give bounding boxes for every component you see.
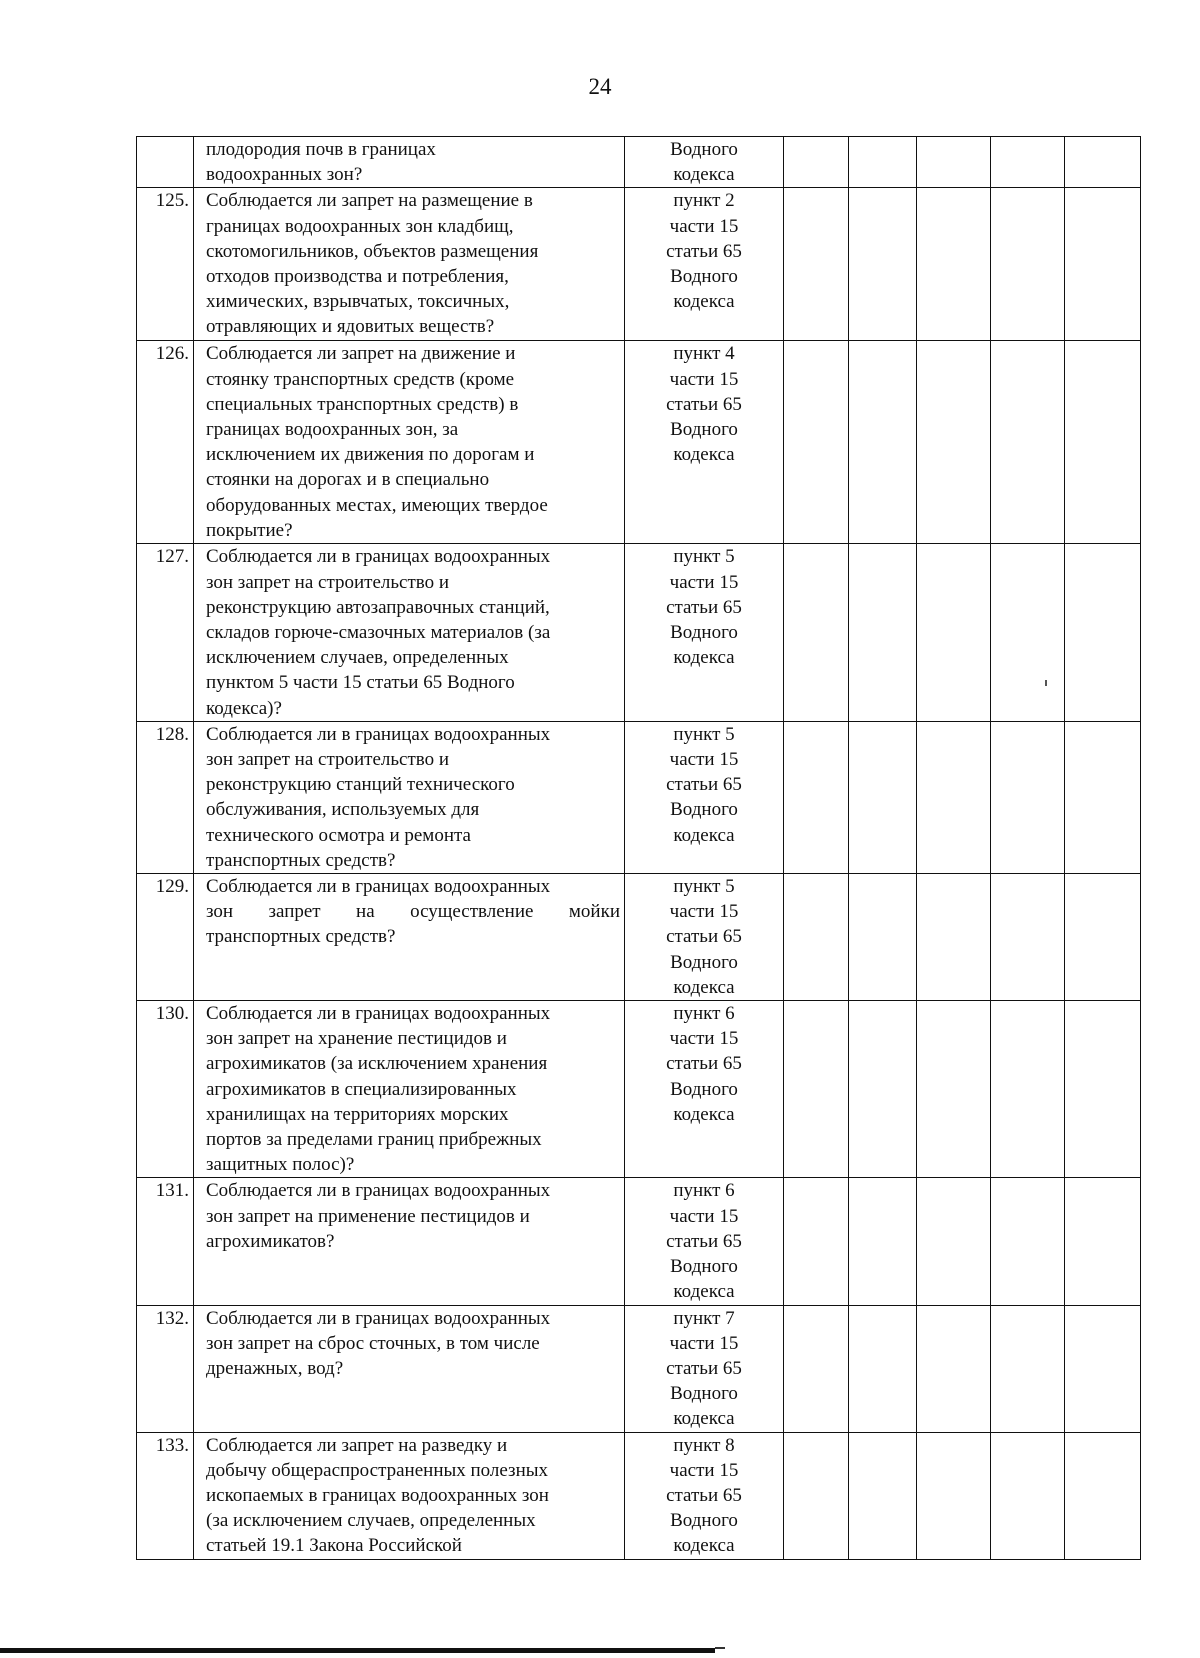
reference-cell xyxy=(625,874,784,1001)
reference-line: кодекса xyxy=(673,976,735,998)
question-line: Соблюдается ли запрет на разведку и xyxy=(206,1434,508,1456)
answer-cell xyxy=(849,1432,917,1559)
answer-cell xyxy=(1065,341,1141,544)
answer-cell xyxy=(784,874,849,1001)
answer-cell xyxy=(991,1178,1065,1305)
reference-cell xyxy=(625,721,784,873)
reference-line: Водного xyxy=(670,799,738,821)
table-row xyxy=(137,137,1141,188)
question-line: пунктом 5 части 15 статьи 65 Водного xyxy=(206,672,515,694)
table-row xyxy=(137,1305,1141,1432)
question-line: зон запрет на строительство и xyxy=(206,749,450,771)
question-line: зон запрет на хранение пестицидов и xyxy=(206,1028,507,1050)
reference-line: части 15 xyxy=(669,1205,739,1227)
reference-line: Водного xyxy=(670,266,738,288)
question-line: химических, взрывчатых, токсичных, xyxy=(206,291,510,313)
table-row xyxy=(137,1001,1141,1178)
reference-line: статьи 65 xyxy=(666,1484,742,1506)
reference-line: пункт 8 xyxy=(673,1434,735,1456)
answer-cell xyxy=(849,544,917,721)
question-line: портов за пределами границ прибрежных xyxy=(206,1129,542,1151)
question-line: транспортных средств? xyxy=(206,849,396,871)
answer-cell xyxy=(991,137,1065,188)
answer-cell xyxy=(917,721,991,873)
reference-line: части 15 xyxy=(669,901,739,923)
answer-cell xyxy=(784,188,849,341)
reference-line: пункт 5 xyxy=(673,546,735,568)
answer-cell xyxy=(1065,874,1141,1001)
reference-line: пункт 6 xyxy=(673,1180,735,1202)
question-line: Соблюдается ли в границах водоохранных xyxy=(206,546,551,568)
question-cell xyxy=(194,137,625,188)
reference-line: статьи 65 xyxy=(666,1357,742,1379)
question-cell xyxy=(194,1001,625,1178)
question-line: защитных полос)? xyxy=(206,1154,355,1176)
reference-line: кодекса xyxy=(673,647,735,669)
row-number: 129. xyxy=(137,874,194,1001)
reference-line: статьи 65 xyxy=(666,393,742,415)
answer-cell xyxy=(849,874,917,1001)
table-row xyxy=(137,544,1141,721)
answer-cell xyxy=(991,1305,1065,1432)
scan-edge-line xyxy=(0,1648,715,1653)
question-line: добычу общераспространенных полезных xyxy=(206,1459,548,1481)
reference-line: кодекса xyxy=(673,1281,735,1303)
question-cell xyxy=(194,1305,625,1432)
reference-line: пункт 5 xyxy=(673,876,735,898)
answer-cell xyxy=(991,188,1065,341)
reference-line: Водного xyxy=(670,419,738,441)
answer-cell xyxy=(917,137,991,188)
question-line: хранилищах на территориях морских xyxy=(206,1103,509,1125)
answer-cell xyxy=(991,544,1065,721)
answer-cell xyxy=(917,1432,991,1559)
question-cell xyxy=(194,188,625,341)
answer-cell xyxy=(991,1432,1065,1559)
reference-line: кодекса xyxy=(673,1535,735,1557)
question-line: Соблюдается ли в границах водоохранных xyxy=(206,1307,551,1329)
question-line: покрытие? xyxy=(206,519,293,541)
question-line: транспортных средств? xyxy=(206,926,396,948)
question-line: зон запрет на строительство и xyxy=(206,571,450,593)
question-line: реконструкцию станций технического xyxy=(206,774,515,796)
answer-cell xyxy=(991,341,1065,544)
reference-cell xyxy=(625,1001,784,1178)
question-line: технического осмотра и ремонта xyxy=(206,824,471,846)
row-number: 126. xyxy=(137,341,194,544)
question-line: Соблюдается ли запрет на размещение в xyxy=(206,190,533,212)
question-line: исключением их движения по дорогам и xyxy=(206,444,535,466)
answer-cell xyxy=(917,1305,991,1432)
question-line: складов горюче-смазочных материалов (за xyxy=(206,622,551,644)
answer-cell xyxy=(849,1001,917,1178)
reference-line: статьи 65 xyxy=(666,1230,742,1252)
reference-line: Водного xyxy=(670,622,738,644)
question-line: водоохранных зон? xyxy=(206,164,363,186)
reference-line: кодекса xyxy=(673,291,735,313)
question-line: Соблюдается ли в границах водоохранных xyxy=(206,876,551,898)
reference-line: Водного xyxy=(670,1078,738,1100)
answer-cell xyxy=(784,1432,849,1559)
reference-cell xyxy=(625,544,784,721)
question-cell xyxy=(194,1178,625,1305)
reference-line: пункт 7 xyxy=(673,1307,735,1329)
reference-cell xyxy=(625,1432,784,1559)
question-line: агрохимикатов? xyxy=(206,1230,335,1252)
question-line: стоянку транспортных средств (кроме xyxy=(206,368,515,390)
answer-cell xyxy=(917,544,991,721)
reference-cell xyxy=(625,137,784,188)
answer-cell xyxy=(849,721,917,873)
question-line: статьей 19.1 Закона Российской xyxy=(206,1535,462,1557)
answer-cell xyxy=(784,544,849,721)
question-line: Соблюдается ли в границах водоохранных xyxy=(206,723,551,745)
question-line: ископаемых в границах водоохранных зон xyxy=(206,1484,549,1506)
question-line: Соблюдается ли в границах водоохранных xyxy=(206,1003,551,1025)
reference-line: кодекса xyxy=(673,824,735,846)
reference-line: статьи 65 xyxy=(666,774,742,796)
reference-cell xyxy=(625,1305,784,1432)
answer-cell xyxy=(1065,721,1141,873)
question-cell xyxy=(194,721,625,873)
answer-cell xyxy=(784,341,849,544)
question-line: стоянки на дорогах и в специально xyxy=(206,469,490,491)
row-number: 128. xyxy=(137,721,194,873)
question-line: агрохимикатов в специализированных xyxy=(206,1078,517,1100)
reference-line: Водного xyxy=(670,951,738,973)
page-number: 24 xyxy=(588,74,612,99)
reference-line: пункт 6 xyxy=(673,1003,735,1025)
question-line: обслуживания, используемых для xyxy=(206,799,480,821)
answer-cell xyxy=(784,1001,849,1178)
answer-cell xyxy=(784,1178,849,1305)
answer-cell xyxy=(784,1305,849,1432)
reference-line: части 15 xyxy=(669,1028,739,1050)
row-number xyxy=(137,137,194,188)
reference-line: части 15 xyxy=(669,571,739,593)
answer-cell xyxy=(991,721,1065,873)
question-line: агрохимикатов (за исключением хранения xyxy=(206,1053,548,1075)
reference-line: части 15 xyxy=(669,215,739,237)
answer-cell xyxy=(1065,188,1141,341)
question-line: плодородия почв в границах xyxy=(206,139,436,160)
question-line: отходов производства и потребления, xyxy=(206,266,509,288)
question-line: зон запрет на применение пестицидов и xyxy=(206,1205,530,1227)
question-line: границах водоохранных зон, за xyxy=(206,419,459,441)
question-line: зон запрет на сброс сточных, в том числе xyxy=(206,1332,540,1354)
question-cell xyxy=(194,1432,625,1559)
reference-line: Водного xyxy=(670,1383,738,1405)
answer-cell xyxy=(849,1305,917,1432)
answer-cell xyxy=(991,874,1065,1001)
checklist-table xyxy=(136,136,1141,1560)
reference-cell xyxy=(625,1178,784,1305)
question-line: специальных транспортных средств) в xyxy=(206,393,519,415)
table-row xyxy=(137,874,1141,1001)
question-line: реконструкцию автозаправочных станций, xyxy=(206,596,550,618)
reference-line: части 15 xyxy=(669,1332,739,1354)
answer-cell xyxy=(917,1001,991,1178)
question-cell xyxy=(194,341,625,544)
answer-cell xyxy=(784,721,849,873)
answer-cell xyxy=(849,188,917,341)
reference-line: кодекса xyxy=(673,1103,735,1125)
row-number: 131. xyxy=(137,1178,194,1305)
answer-cell xyxy=(991,1001,1065,1178)
row-number: 127. xyxy=(137,544,194,721)
reference-line: пункт 2 xyxy=(673,190,735,212)
reference-line: кодекса xyxy=(673,444,735,466)
question-line: скотомогильников, объектов размещения xyxy=(206,240,539,262)
reference-line: пункт 4 xyxy=(673,343,735,365)
question-line: дренажных, вод? xyxy=(206,1357,344,1379)
reference-line: части 15 xyxy=(669,749,739,771)
question-line: кодекса)? xyxy=(206,697,282,719)
row-number: 133. xyxy=(137,1432,194,1559)
question-line: исключением случаев, определенных xyxy=(206,647,509,669)
row-number: 125. xyxy=(137,188,194,341)
answer-cell xyxy=(917,188,991,341)
question-line: Соблюдается ли в границах водоохранных xyxy=(206,1180,551,1202)
answer-cell xyxy=(917,1178,991,1305)
answer-cell xyxy=(849,137,917,188)
table-row xyxy=(137,188,1141,341)
question-line: оборудованных местах, имеющих твердое xyxy=(206,494,548,516)
reference-line: статьи 65 xyxy=(666,240,742,262)
answer-cell xyxy=(1065,544,1141,721)
answer-cell xyxy=(849,341,917,544)
reference-line: кодекса xyxy=(673,1408,735,1430)
reference-line: кодекса xyxy=(673,164,735,186)
reference-line: Водного xyxy=(670,1256,738,1278)
reference-line: статьи 65 xyxy=(666,596,742,618)
answer-cell xyxy=(917,341,991,544)
reference-line: части 15 xyxy=(669,1459,739,1481)
answer-cell xyxy=(1065,1178,1141,1305)
reference-line: части 15 xyxy=(669,368,739,390)
reference-line: статьи 65 xyxy=(666,1053,742,1075)
table-row xyxy=(137,341,1141,544)
reference-line: Водного xyxy=(670,139,738,160)
table-row xyxy=(137,1178,1141,1305)
reference-line: пункт 5 xyxy=(673,723,735,745)
question-line: границах водоохранных зон кладбищ, xyxy=(206,215,514,237)
table-row xyxy=(137,1432,1141,1559)
row-number: 130. xyxy=(137,1001,194,1178)
answer-cell xyxy=(1065,137,1141,188)
question-line: зон запрет на осуществление мойки xyxy=(206,901,620,923)
scan-edge-mark xyxy=(715,1647,725,1649)
scan-speck xyxy=(1045,680,1047,686)
row-number: 132. xyxy=(137,1305,194,1432)
answer-cell xyxy=(1065,1001,1141,1178)
answer-cell xyxy=(917,874,991,1001)
question-line: отравляющих и ядовитых веществ? xyxy=(206,316,495,338)
reference-cell xyxy=(625,341,784,544)
reference-line: статьи 65 xyxy=(666,926,742,948)
question-cell xyxy=(194,544,625,721)
reference-line: Водного xyxy=(670,1510,738,1532)
question-line: Соблюдается ли запрет на движение и xyxy=(206,343,516,365)
answer-cell xyxy=(849,1178,917,1305)
question-cell xyxy=(194,874,625,1001)
answer-cell xyxy=(1065,1305,1141,1432)
answer-cell xyxy=(784,137,849,188)
question-line: (за исключением случаев, определенных xyxy=(206,1510,536,1532)
answer-cell xyxy=(1065,1432,1141,1559)
table-row xyxy=(137,721,1141,873)
reference-cell xyxy=(625,188,784,341)
